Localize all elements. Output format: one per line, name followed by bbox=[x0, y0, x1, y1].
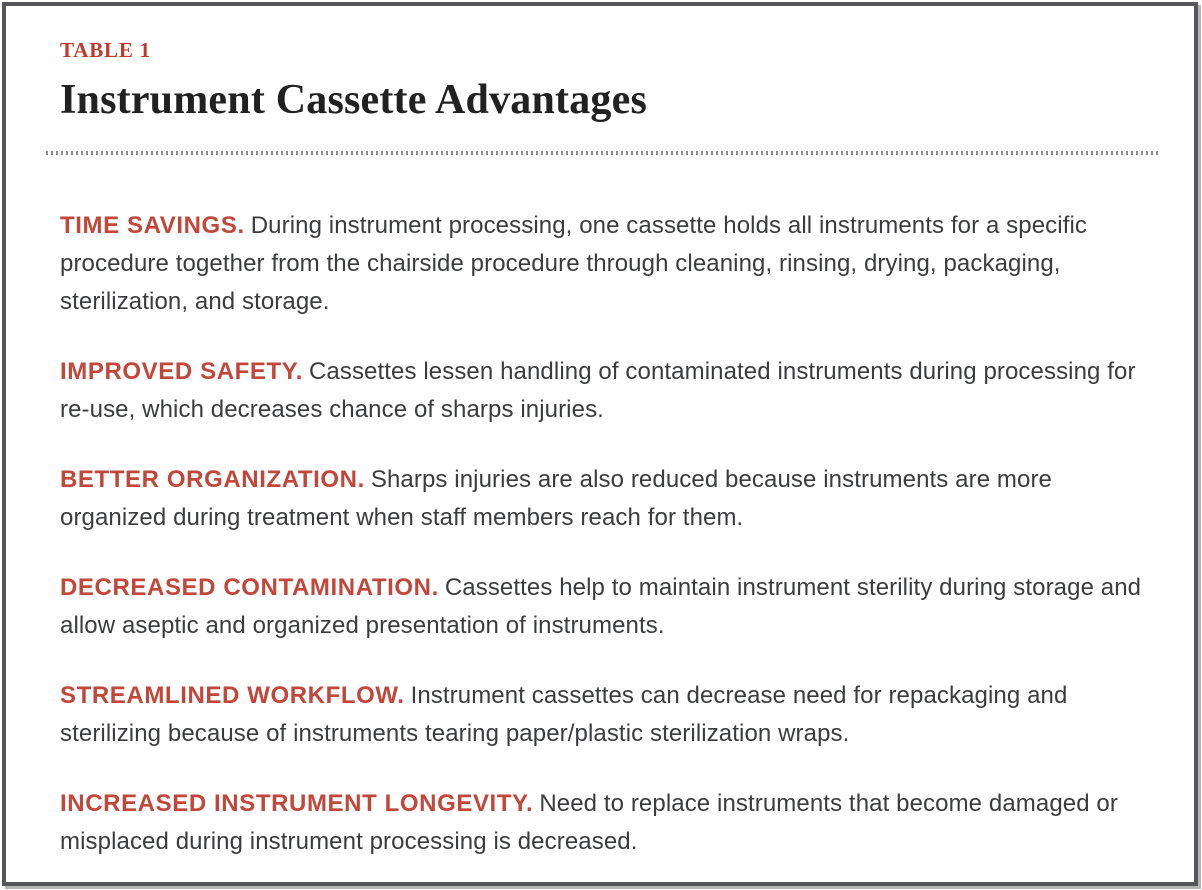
table-number-label: TABLE 1 bbox=[60, 38, 151, 62]
advantage-item-time-savings bbox=[60, 207, 1144, 321]
advantage-item-better-organization bbox=[60, 461, 1144, 537]
advantage-label: DECREASED CONTAMINATION. bbox=[60, 574, 439, 602]
advantage-label: STREAMLINED WORKFLOW. bbox=[60, 682, 405, 710]
advantage-label: IMPROVED SAFETY. bbox=[60, 358, 303, 386]
advantage-item-decreased-contamination bbox=[60, 569, 1144, 645]
table-card bbox=[2, 2, 1198, 886]
page-title: Instrument Cassette Advantages bbox=[60, 77, 647, 124]
advantage-text: During instrument processing, one cassette holds all instruments for a specific procedure together from the chairside procedure through cleaning, rinsing, drying, packaging, sterilization, and storage. bbox=[60, 212, 1088, 316]
advantage-text: Instrument cassettes can decrease need for repackaging and sterilizing because of instruments tearing paper/plastic sterilization wraps. bbox=[60, 682, 1068, 748]
advantage-label: INCREASED INSTRUMENT LONGEVITY. bbox=[60, 790, 534, 818]
advantage-text: Need to replace instruments that become damaged or misplaced during instrument processing is decreased. bbox=[60, 790, 1118, 856]
advantage-label: TIME SAVINGS. bbox=[60, 212, 245, 240]
advantage-text: Sharps injuries are also reduced because instruments are more organized during treatment when staff members reach for them. bbox=[60, 466, 1052, 532]
advantage-label: BETTER ORGANIZATION. bbox=[60, 466, 365, 494]
advantage-text: Cassettes lessen handling of contaminated instruments during processing for re-use, which decreases chance of sharps injuries. bbox=[60, 358, 1136, 424]
dotted-divider bbox=[46, 151, 1158, 155]
advantages-list bbox=[60, 207, 1144, 861]
advantage-item-streamlined-workflow bbox=[60, 677, 1144, 753]
advantage-text: Cassettes help to maintain instrument sterility during storage and allow aseptic and organized presentation of instruments. bbox=[60, 574, 1142, 640]
advantage-item-improved-safety bbox=[60, 353, 1144, 429]
advantage-item-increased-instrument-longevity bbox=[60, 785, 1144, 861]
table-content bbox=[6, 6, 1194, 861]
